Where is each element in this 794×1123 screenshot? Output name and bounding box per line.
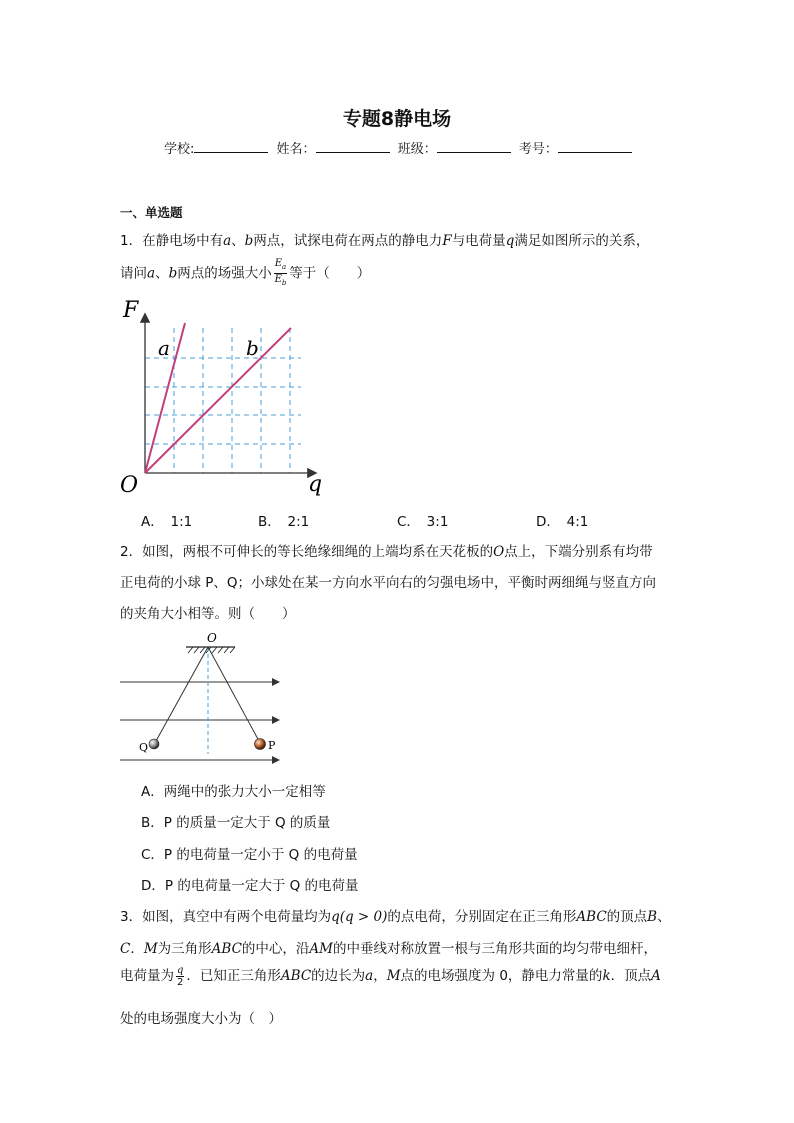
q3-line2: C．M为三角形ABC的中心，沿AM的中垂线对称放置一根与三角形共面的均匀带电细杆， [120,941,657,957]
ball-Q-label: Q [139,741,149,754]
q1-force-charge-graph [115,295,330,500]
string-P [208,647,259,741]
ceiling-hatch [188,647,235,653]
ball-P [255,739,266,750]
string-Q [156,647,208,741]
q1-line1: 1．在静电场中有a、b两点，试探电荷在两点的静电力F与电荷量q满足如图所示的关系， [120,233,650,249]
q1-option-c[interactable]: C． 3:1 [397,514,449,530]
field-ratio-fraction: $\frac{E_a}{E_b}$ [274,258,287,287]
q2-line3: 的夹角大小相等。则（ ） [120,606,296,622]
q2-pendulum-figure [118,630,288,770]
q2-option-a[interactable]: A．两绳中的张力大小一定相等 [141,784,326,800]
b-line-label: b [246,336,259,360]
section-heading: 一、单选题 [120,205,183,220]
half-q-fraction: $\frac{q}{2}$ [177,964,184,988]
ball-Q [149,739,159,749]
q1-line2: 请问a、b两点的场强大小 $\frac{E_a}{E_b}$ 等于（ ） [120,258,371,287]
origin-label: O [120,473,139,498]
F-axis-label: F [123,298,139,323]
class-blank[interactable] [437,140,511,153]
q2-option-b[interactable]: B．P 的质量一定大于 Q 的质量 [141,815,331,831]
ball-P-label: P [268,739,276,752]
class-label: 班级： [397,142,437,157]
q2-line1: 2．如图，两根不可伸长的等长绝缘细绳的上端均系在天花板的O点上，下端分别系有均带 [120,544,653,560]
student-info-line [164,138,636,157]
school-blank[interactable] [194,140,268,153]
q2-line2: 正电荷的小球 P、Q；小球处在某一方向水平向右的匀强电场中，平衡时两细绳与竖直方向 [120,575,657,591]
page-title: 专题8静电场 [342,108,452,130]
pivot-O-label: O [207,631,217,645]
q1-option-b[interactable]: B． 2:1 [258,514,310,530]
q2-option-d[interactable]: D．P 的电荷量一定大于 Q 的电荷量 [141,878,359,894]
name-blank[interactable] [316,140,390,153]
q2-option-c[interactable]: C．P 的电荷量一定小于 Q 的电荷量 [141,847,358,863]
q1-option-d[interactable]: D． 4:1 [536,514,589,530]
name-label: 姓名： [276,142,316,157]
number-blank[interactable] [558,140,632,153]
q3-line4: 处的电场强度大小为（ ） [120,1011,282,1027]
q-axis-label: q [308,472,323,497]
number-label: 考号： [518,142,558,157]
q3-line3: 电荷量为 $\frac{q}{2}$ ．已知正三角形ABC的边长为a，M点的电场强度为 0，静电力常量的k．顶点A [120,964,661,988]
school-label: 学校: [164,142,195,157]
q1-option-a[interactable]: A． 1:1 [141,514,193,530]
a-line-label: a [158,336,170,360]
q3-line1: 3．如图，真空中有两个电荷量均为q(q > 0)的点电荷，分别固定在正三角形ABC的顶点B、 [120,909,671,925]
